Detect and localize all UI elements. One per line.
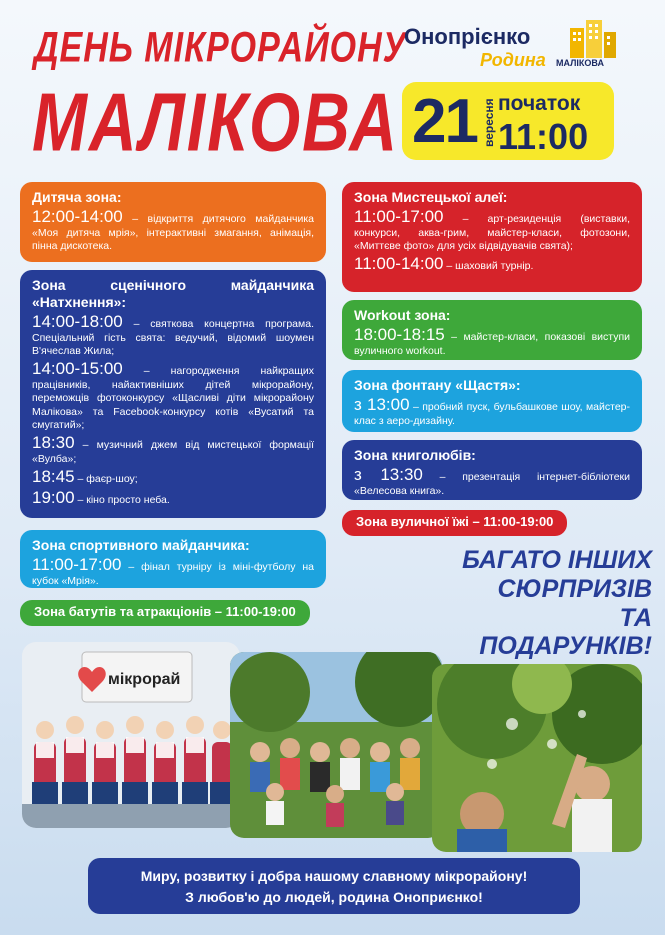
photo-group — [230, 652, 442, 838]
zone-workout: Workout зона: 18:00-18:15 – майстер-класи, показові виступи вуличного workout. — [342, 300, 642, 360]
photo-sign-text: мікрорай — [108, 671, 181, 688]
list-item: 18:30 – музичний джем від мистецької формації «Вулба»; — [32, 432, 314, 466]
choir-photo-image — [22, 642, 240, 828]
group-photo-image — [230, 652, 442, 838]
logo-rodyna: Родина — [480, 50, 546, 70]
surprises-slogan: БАГАТО ІНШИХ СЮРПРИЗІВ ТА ПОДАРУНКІВ! — [462, 546, 652, 661]
zone-art-title: Зона Мистецької алеї: — [354, 189, 508, 205]
event-title-line1: ДЕНЬ МІКРОРАЙОНУ — [34, 24, 407, 72]
date-badge — [402, 82, 614, 160]
date-day: 21 — [412, 87, 477, 156]
list-item: 14:00-18:00 – святкова концертна програма. Спеціальний гість свята: ведучий, відомий шоумен В'ячеслав Жила; — [32, 311, 314, 357]
logo-name: Онопрієнко — [404, 24, 531, 49]
list-item: 11:00-17:00 – арт-резиденція (виставки, конкурси, аква-грим, майстер-класи, фотозони, «Миттєве фото» для усіх відвідувачів свята); — [354, 206, 630, 253]
start-label: початок — [498, 92, 581, 115]
zone-fountain-title: Зона фонтану «Щастя»: — [354, 377, 521, 393]
zone-sport-title: Зона спортивного майданчика: — [32, 537, 250, 553]
onoprienko-logo — [404, 18, 624, 78]
zone-books-title: Зона книголюбів: — [354, 447, 476, 463]
building-icon — [564, 18, 616, 58]
zone-stage — [20, 270, 326, 518]
zone-sport: Зона спортивного майданчика: 11:00-17:00 – фінал турніру із міні-футболу на кубок «Мрія». — [20, 530, 326, 588]
zone-street-food: Зона вуличної їжі – 11:00-19:00 — [342, 510, 567, 536]
list-item: 19:00 – кіно просто неба. — [32, 488, 170, 508]
date-month: вересня — [482, 98, 496, 148]
footer-greeting — [88, 858, 580, 914]
list-item: 18:45 – фаєр-шоу; — [32, 467, 138, 487]
bubbles-photo-image — [432, 664, 642, 852]
footer-line2: З любов'ю до людей, родина Оноприєнко! — [185, 889, 483, 905]
zone-workout-title: Workout зона: — [354, 307, 451, 323]
start-time: 11:00 — [498, 116, 589, 157]
zone-books: Зона книголюбів: з 13:30 – презентація інтернет-бібліотеки «Велесова книга». — [342, 440, 642, 500]
zone-trampoline: Зона батутів та атракціонів – 11:00-19:00 — [20, 600, 310, 626]
zone-stage-title: Зона сценічного майданчика «Натхнення»: — [32, 277, 314, 310]
logo-malikova: МАЛІКОВА — [556, 58, 604, 68]
zone-art — [342, 182, 642, 292]
list-item: 11:00-14:00 – шаховий турнір. — [354, 254, 534, 274]
photo-choir — [22, 642, 240, 828]
zone-kids — [20, 182, 326, 262]
zone-kids-text: – відкриття дитячого майданчика «Моя дитяча мрія», інтерактивні змагання, анімація, пінна дискотека. — [32, 212, 314, 253]
event-title-line2: МАЛІКОВА — [32, 75, 399, 168]
photo-bubbles — [432, 664, 642, 852]
zone-kids-time: 12:00-14:00 — [32, 206, 123, 226]
list-item: 14:00-15:00 – нагородження найкращих працівників, найактивніших дітей мікрорайону, переможців фотоконкурсу «Щасливі діти мікрорайону Малікова» та Facebook-конкурсу котів «Вусатий та смугатий»; — [32, 359, 314, 431]
zone-kids-title: Дитяча зона: — [32, 189, 122, 205]
footer-line1: Миру, розвитку і добра нашому славному мікрорайону! — [140, 868, 528, 884]
zone-fountain: Зона фонтану «Щастя»: з 13:00 – пробний пуск, бульбашкове шоу, майстер-клас з аеро-дизайну. — [342, 370, 642, 432]
